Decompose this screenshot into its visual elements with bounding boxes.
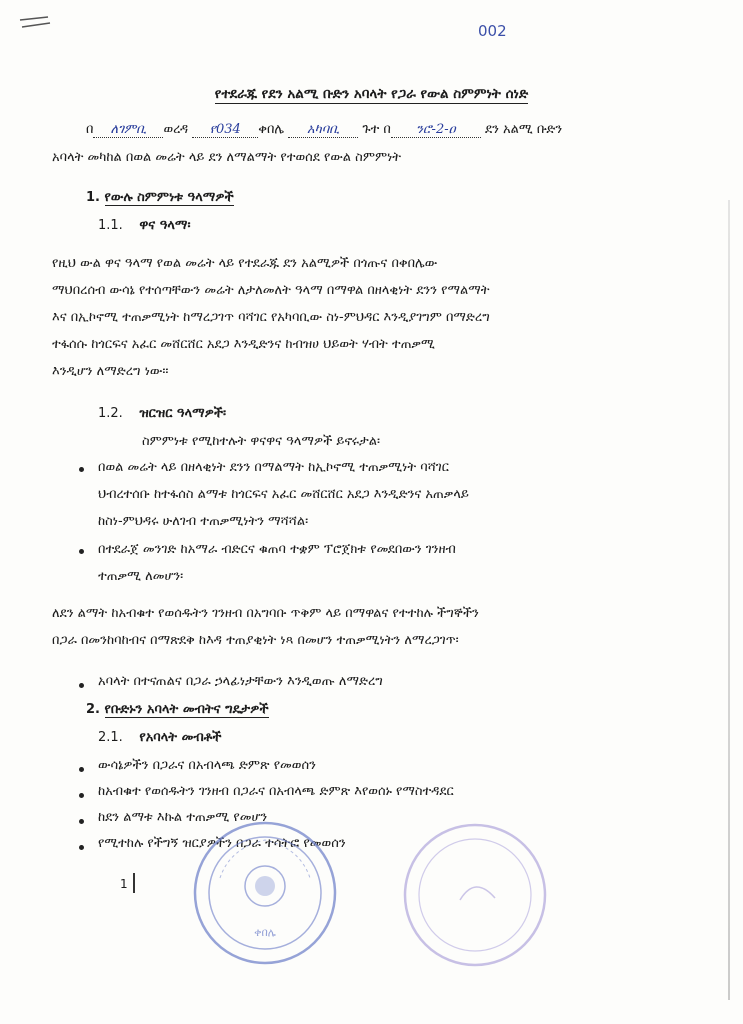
official-stamp-left	[190, 818, 340, 968]
responsibility-bullet: አባላት በተናጠልና በጋራ ኃላፊነታቸውን እንዲወጡ ለማድረግ	[98, 674, 383, 689]
woreda-fill: የ034	[192, 122, 258, 138]
bullet-dot	[79, 467, 84, 472]
member-right-2: ከአብቁተ የወሰዱትን ገንዘብ በጋራና በአብላጫ ድምጽ እየወሰኑ የማስተዳደር	[98, 784, 454, 799]
bullet-dot	[79, 793, 84, 798]
section-2-1-heading: 2.1. የአባላት መብቶች	[98, 730, 222, 745]
document-title: የተደራጁ የደን አልሚ ቡድን አባላት የጋራ የውል ስምምነት ሰነድ	[214, 86, 529, 102]
date-fill: ንሮ-2-ዐ	[391, 122, 481, 138]
member-right-1: ውሳኔዎችን በጋራና በአብላጫ ድምጽ የመወሰን	[98, 758, 316, 773]
location-fill: አካባቢ	[288, 122, 358, 138]
bullet-dot	[79, 767, 84, 772]
section-1-2-heading: 1.2. ዝርዝር ዓላማዎች፡	[98, 406, 227, 421]
section-1-1-heading: 1.1. ዋና ዓላማ፡	[98, 218, 191, 233]
bullet-dot	[79, 549, 84, 554]
specific-goal-2: በተደራጀ መንገድ ከአማራ ብድርና ቁጠባ ተቋም ፕሮጀክቱ የመደበውን ገንዘብ ተጠቃሚ ለመሆን፡	[98, 542, 456, 584]
intro-line-1: በ ለገምቢ ወረዳ የ034 ቀበሌ አካባቢ ጉተ በ ንሮ-2-ዐ ደን አልሚ ቡድን	[86, 122, 563, 137]
scan-edge-shadow	[728, 200, 730, 1000]
page-number-bar	[133, 873, 135, 893]
intro-line-2: አባላት መካከል በወል መሬት ላይ ደን ለማልማት የተወሰደ የውል ስምምነት	[52, 150, 402, 165]
loan-use-paragraph: ለደን ልማት ከአብቁተ የወሰዱትን ገንዘብ በአግባቡ ጥቅም ላይ በማዋልና የተተከሉ ችግኞችን በጋራ በመንከባከብና በማጽደቅ ከእዳ ተጠያቂነት ነጻ በመሆን ተጠቃሚነትን ለማረጋገጥ፡	[52, 606, 479, 648]
page-code: 002	[478, 22, 507, 40]
member-right-3: ከደን ልማቱ እኩል ተጠቃሚ የመሆን	[98, 810, 268, 825]
main-purpose-paragraph: የዚህ ውል ዋና ዓላማ የወል መሬት ላይ የተደራጁ ደን አልሚዎች በጎጡና በቀበሌው ማህበረሰብ ውሳኔ የተሰጣቸውን መሬት ለታለመለት ዓላማ በማዋል በዘላቂነት ደንን የማልማት እና በኢኮኖሚ ተጠቃሚነት ከማረጋገጥ ባሻገር የአካባቢው ስነ-ምህዳር እንዲያገግም በማድረግ ተፋሰሱ ከጎርፍና አፈር መሸርሸር አደጋ እንዲድንና ከብዝሀ ህይወት ሃብት ተጠቃሚ እንዲሆን ለማድረግ ነው፡፡	[52, 256, 490, 379]
specific-goals-intro: ስምምነቱ የሚከተሉት ዋናዋና ዓላማዎች ይኖሩታል፡	[142, 434, 381, 449]
member-right-4: የሚተከሉ የችግኝ ዝርያዎችን በጋራ ተሳትፎ የመወሰን	[98, 836, 346, 851]
stamp-left-text: ቀበሌ	[254, 926, 276, 939]
official-stamp-right	[400, 820, 550, 970]
specific-goal-1: በወል መሬት ላይ በዘላቂነት ደንን በማልማት ከኢኮኖሚ ተጠቃሚነት ባሻገር ህብረተሰቡ ከተፋሰስ ልማቱ ከጎርፍና አፈር መሸርሸር አደጋ እንዲድንና አጠቃላይ ከስነ-ምህዳሩ ሁለገብ ተጠቃሚነትን ማሻሻል፡	[98, 460, 469, 529]
section-1-heading: 1. የውሉ ስምምነቱ ዓላማዎች	[86, 190, 234, 205]
bullet-dot	[79, 845, 84, 850]
bullet-dot	[79, 819, 84, 824]
page-number: 1	[120, 877, 128, 891]
bullet-dot	[79, 683, 84, 688]
section-2-heading: 2. የቡድኑን አባላት መብትና ግዴታዎች	[86, 702, 269, 717]
corner-scribble	[18, 14, 52, 32]
kebele-fill: ለገምቢ	[93, 122, 163, 138]
